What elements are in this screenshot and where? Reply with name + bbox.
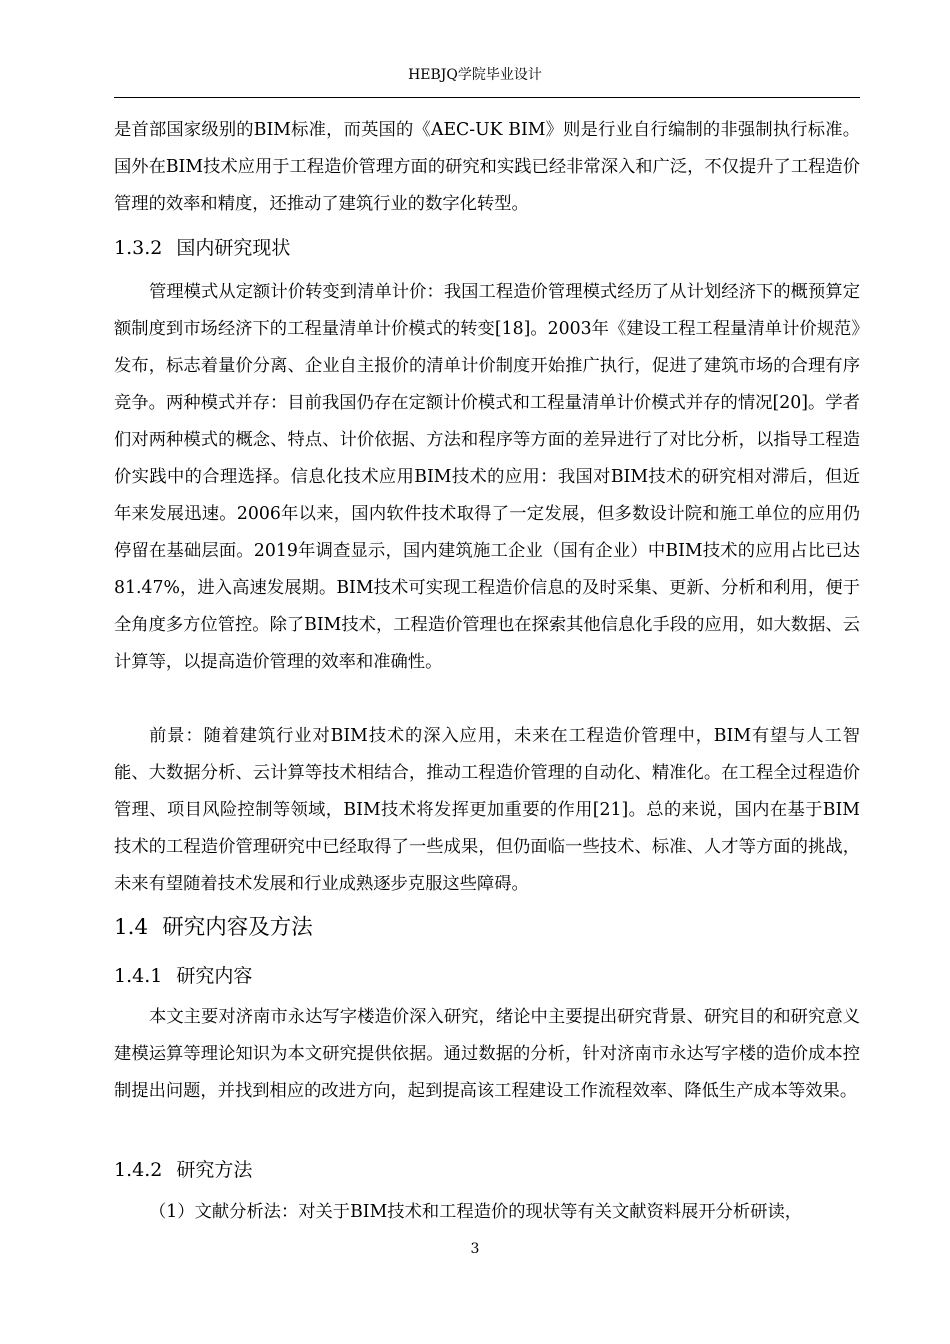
header-rule: [114, 97, 860, 98]
section-heading-1-3-2: [114, 223, 860, 274]
paragraph-intro: 是首部国家级别的BIM标准，而英国的《AEC-UK BIM》则是行业自行编制的非强制执行标准。国外在BIM技术应用于工程造价管理方面的研究和实践已经非常深入和广泛，不仅提升了工程造价管理的效率和精度，还推动了建筑行业的数字化转型。: [114, 120, 860, 214]
paragraph-domestic-research: 管理模式从定额计价转变到清单计价：我国工程造价管理模式经历了从计划经济下的概预算定额制度到市场经济下的工程量清单计价模式的转变[18]。2003年《建设工程工程量清单计价规范》发布，标志着量价分离、企业自主报价的清单计价制度开始推广执行，促进了建筑市场的合理有序竞争。两种模式并存：目前我国仍存在定额计价模式和工程量清单计价模式并存的情况[20]。学者们对两种模式的概念、特点、计价依据、方法和程序等方面的差异进行了对比分析，以指导工程造价实践中的合理选择。信息化技术应用BIM技术的应用：我国对BIM技术的研究相对滞后，但近年来发展迅速。2006年以来，国内软件技术取得了一定发展，但多数设计院和施工单位的应用仍停留在基础层面。2019年调查显示，国内建筑施工企业（国有企业）中BIM技术的应用占比已达81.47%，进入高速发展期。BIM技术可实现工程造价信息的及时采集、更新、分析和利用，便于全角度多方位管控。除了BIM技术，工程造价管理也在探索其他信息化手段的应用，如大数据、云计算等，以提高造价管理的效率和准确性。: [114, 282, 860, 672]
section-title: 研究内容及方法: [162, 915, 313, 940]
section-heading-1-4: [114, 903, 860, 953]
section-number: 1.4.1: [114, 965, 163, 987]
section-number: 1.4: [114, 915, 149, 940]
page-body: [114, 112, 860, 1231]
section-heading-1-4-1: [114, 953, 860, 999]
section-heading-1-4-2: [114, 1147, 860, 1194]
section-title: 国内研究现状: [176, 237, 291, 259]
section-title: 研究方法: [176, 1159, 253, 1181]
paragraph-research-content: 本文主要对济南市永达写字楼造价深入研究，绪论中主要提出研究背景、研究目的和研究意义建模运算等理论知识为本文研究提供依据。通过数据的分析，针对济南市永达写字楼的造价成本控制提出问题，并找到相应的改进方向，起到提高该工程建设工作流程效率、降低生产成本等效果。: [114, 1007, 860, 1101]
paragraph-method-1: （1）文献分析法：对关于BIM技术和工程造价的现状等有关文献资料展开分析研读，: [149, 1202, 803, 1222]
page-number: 3: [470, 1241, 480, 1257]
page-header: HEBJQ学院毕业设计: [408, 67, 542, 83]
section-number: 1.3.2: [114, 237, 163, 259]
section-title: 研究内容: [176, 965, 253, 987]
paragraph-prospect: 前景：随着建筑行业对BIM技术的深入应用，未来在工程造价管理中，BIM有望与人工智能、大数据分析、云计算等技术相结合，推动工程造价管理的自动化、精准化。在工程全过程造价管理、项目风险控制等领域，BIM技术将发挥更加重要的作用[21]。总的来说，国内在基于BIM技术的工程造价管理研究中已经取得了一些成果，但仍面临一些技术、标准、人才等方面的挑战，未来有望随着技术发展和行业成熟逐步克服这些障碍。: [114, 726, 860, 894]
section-number: 1.4.2: [114, 1159, 163, 1181]
